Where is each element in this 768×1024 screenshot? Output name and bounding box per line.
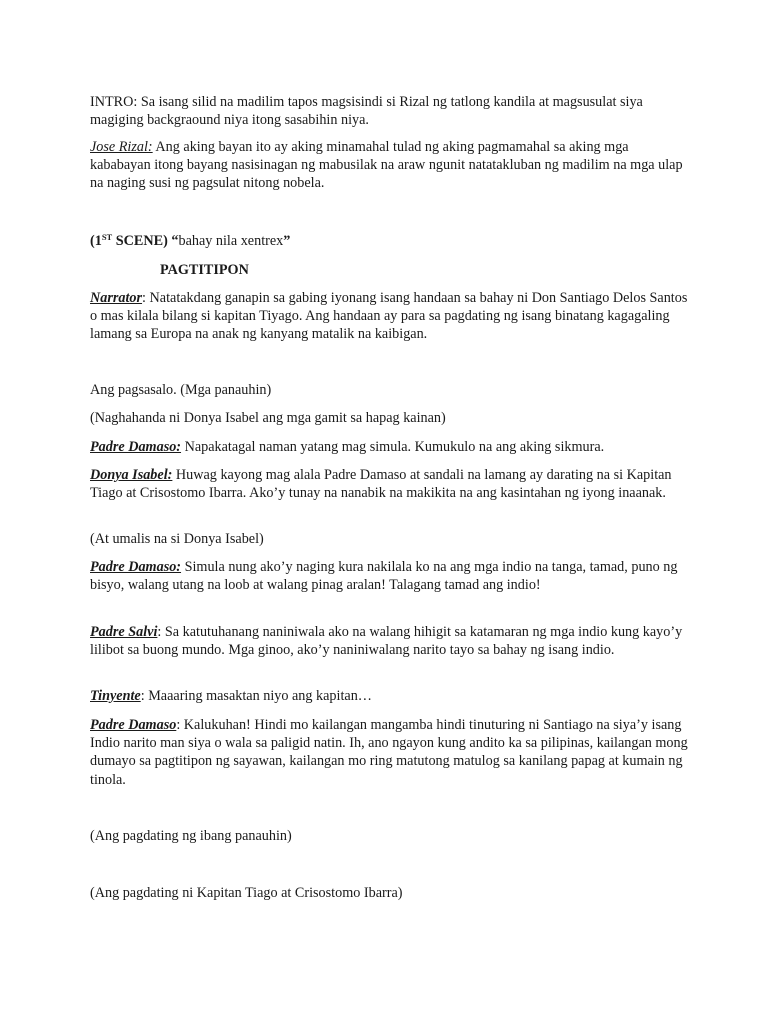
speaker-label: Padre Damaso: [90, 559, 182, 575]
speaker-label: Padre Salvi [90, 624, 158, 640]
scene-heading: (1ST SCENE) “bahay nila xentrex” [90, 232, 291, 249]
stage-direction: (Ang pagdating ni Kapitan Tiago at Crisostomo Ibarra) [90, 885, 403, 901]
intro-paragraph: INTRO: Sa isang silid na madilim tapos magsisindi si Rizal ng tatlong kandila at magsusulat siya magiging backgraound niya itong sasabihin niya. [90, 94, 643, 129]
stage-direction: Ang pagsasalo. (Mga panauhin) [90, 382, 272, 398]
speaker-label: Donya Isabel: [90, 467, 173, 483]
speaker-label: Tinyente [90, 688, 141, 704]
line-narrator: Narrator: Natatakdang ganapin sa gabing iyonang isang handaan sa bahay ni Don Santiago Delos Santos o mas kilala bilang si kapitan Tiyago. Ang handaan ay para sa pagdating ng isang binatang kagagaling lamang sa Europa na anak ng kanyang matalik na kaibigan. [90, 290, 688, 343]
speaker-label: Padre Damaso [90, 717, 177, 733]
speaker-label: Padre Damaso: [90, 439, 182, 455]
line-donya-isabel: Donya Isabel: Huwag kayong mag alala Padre Damaso at sandali na lamang ay darating na si Kapitan Tiago at Crisostomo Ibarra. Ako’y tunay na nanabik na makikita na ang kasintahan ng iyong inaanak. [90, 467, 672, 502]
section-title: PAGTITIPON [160, 262, 249, 278]
stage-direction: (Naghahanda ni Donya Isabel ang mga gamit sa hapag kainan) [90, 410, 446, 426]
speaker-label: Jose Rizal: [90, 139, 153, 155]
line-tinyente: Tinyente: Maaaring masaktan niyo ang kapitan… [90, 688, 372, 704]
stage-direction: (Ang pagdating ng ibang panauhin) [90, 828, 292, 844]
line-padre-damaso: Padre Damaso: Napakatagal naman yatang mag simula. Kumukulo na ang aking sikmura. [90, 439, 605, 455]
speaker-label: Narrator [90, 290, 143, 306]
line-padre-damaso: Padre Damaso: Simula nung ako’y naging kura nakilala ko na ang mga indio na tanga, tamad, puno ng bisyo, walang utang na loob at walang pinag aralan! Talagang tamad ang indio! [90, 559, 678, 594]
line-padre-salvi: Padre Salvi: Sa katutuhanang naniniwala ako na walang hihigit sa katamaran ng mga indio kung kayo’y lilibot sa buong mundo. Mga ginoo, ako’y naniniwalang narito tayo sa bahay ng isang indio. [90, 624, 683, 659]
stage-direction: (At umalis na si Donya Isabel) [90, 531, 264, 547]
line-padre-damaso: Padre Damaso: Kalukuhan! Hindi mo kailangan mangamba hindi tinuturing ni Santiago na siya’y isang Indio narito man siya o wala sa paligid natin. Ih, ano ngayon kung andito ka sa pilipinas, kailangan mong dumayo sa pagtitipon ng sayawan, kailangan mo ring matutong matulog sa kanilang papag at kumain ng tinola. [90, 717, 688, 788]
line-jose-rizal: Jose Rizal: Ang aking bayan ito ay aking minamahal tulad ng aking pagmamahal sa aking mga kababayan itong bayang nasisinagan ng mabusilak na araw ngunit natatakluban ng madilim na mga ulap na naging susi ng pagsulat nitong nobela. [90, 139, 683, 192]
